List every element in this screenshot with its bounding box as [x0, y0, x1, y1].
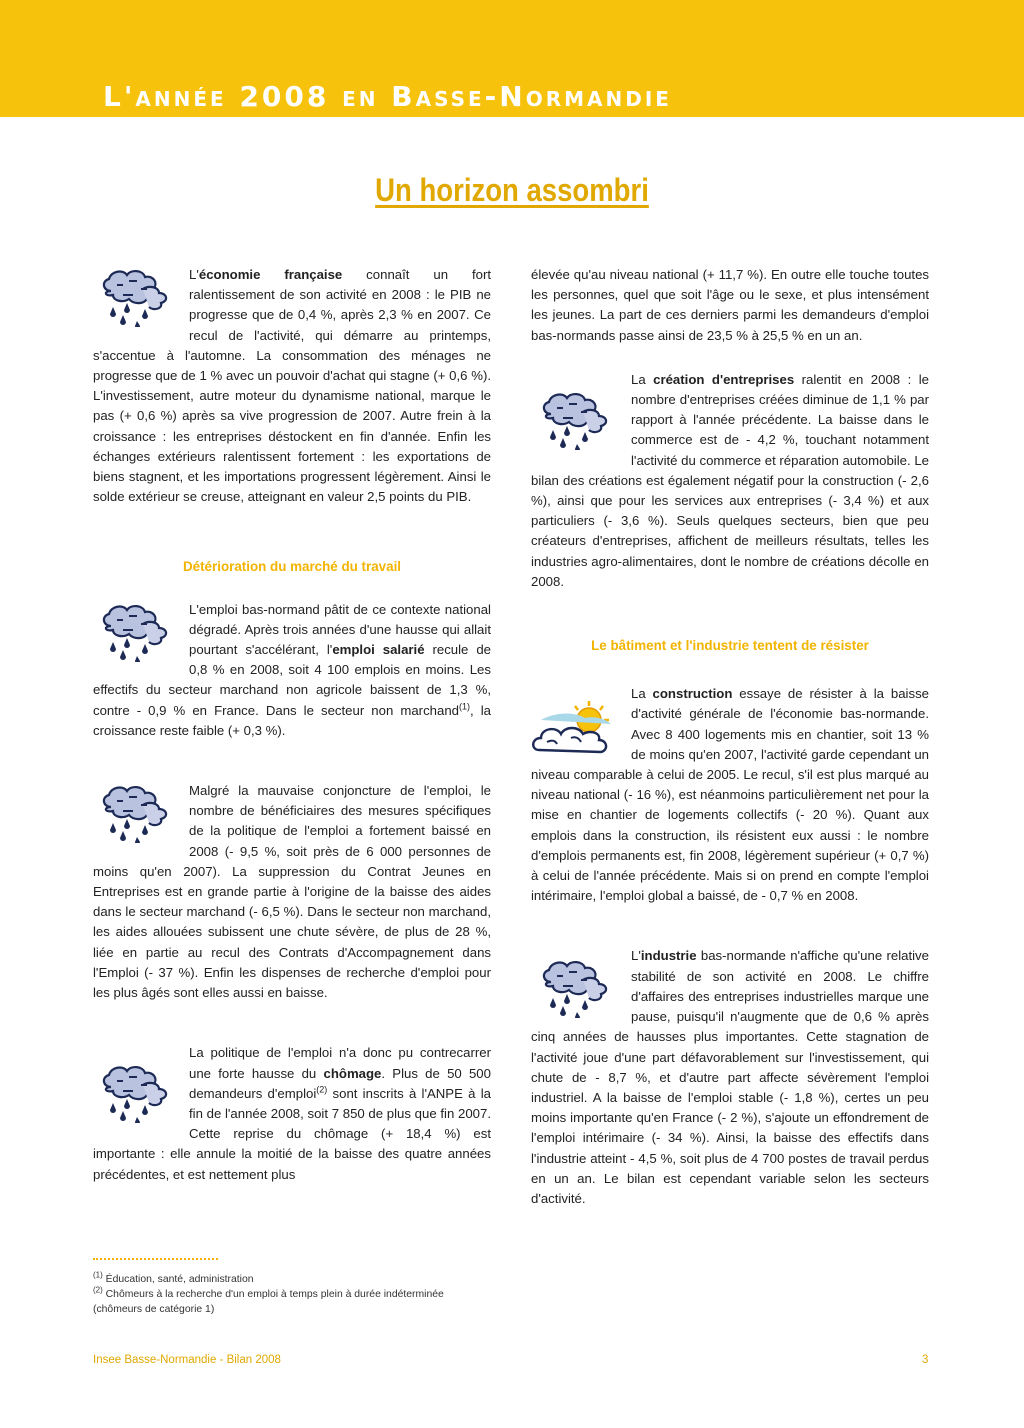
- section-heading-marche-travail: Détérioration du marché du travail: [182, 559, 402, 575]
- section-heading-batiment-industrie: Le bâtiment et l'industrie tentent de résister: [591, 638, 869, 654]
- paragraph-chomage-suite: élevée qu'au niveau national (+ 11,7 %). En outre elle touche toutes les personnes, quel que soit l'âge ou le sexe, et plus intensément les jeunes. La part de ces derniers parmi les demandeurs d'emploi bas-normands passe ainsi de 23,5 % à 25,5 % en un an.: [531, 267, 929, 343]
- text: . Plus de 50 500 demandeurs d'emploi: [189, 1065, 491, 1101]
- paragraph-creation-entreprises: [531, 370, 929, 592]
- left-column: [93, 265, 491, 1185]
- text: La politique de l'emploi n'a donc pu contrecarrer une forte hausse du: [189, 1045, 491, 1081]
- footnotes: [93, 1272, 453, 1317]
- text: ralentit en 2008 : le nombre d'entreprises créées diminue de 1,1 % par rapport à l'année précédente. La baisse dans le commerce est de - 4,2 %, touchant notamment l'activité du commerce et réparation automobile. Le bilan des créations est également négatif pour la construction (- 2,6 %), ainsi que pour les services aux entreprises (- 3,4 %) et aux particuliers (- 3,6 %). Seuls quelques secteurs, bien que peu créateurs d'entreprises, affichent de meilleurs résultats, telles les industries agro-alimentaires, dont le nombre de créations décolle en 2008.: [531, 371, 929, 589]
- keyword-chomage: chômage: [323, 1065, 382, 1081]
- footnote-ref-1: (1): [459, 701, 471, 712]
- paragraph-economie: [93, 265, 491, 507]
- paragraph-politique-emploi: [93, 781, 491, 1003]
- paragraph-chomage: [93, 1043, 491, 1184]
- header-title: L'année 2008 en Basse-Normandie: [103, 80, 672, 113]
- rain-cloud-icon: [531, 956, 625, 1018]
- text: L': [189, 267, 199, 282]
- header-banner: [0, 0, 1024, 117]
- rain-cloud-icon: [93, 1061, 183, 1123]
- footnote-2: [93, 1287, 453, 1317]
- footnote-mark: (2): [93, 1285, 103, 1295]
- text: La: [631, 686, 653, 702]
- text: essaye de résister à la baisse d'activité générale de l'économie bas-normande. Avec 8 400 logements mis en chantier, soit 13 % de moins qu'en 2007, l'activité garde cependant un niveau comparable à celui de 2005. Le recul, s'il est plus marqué au niveau national (- 16 %), est néanmoins particulièrement net pour la mise en chantier de logements collectifs (- 20 %). Quant aux emplois dans la construction, ils résistent eux aussi : le nombre d'emplois permanents est, fin 2008, légèrement supérieur (+ 0,7 %) à celui de l'année précédente. Mais si on prend en compte l'emploi intérimaire, l'emploi global a baissé, de - 0,7 % en 2008.: [531, 686, 929, 904]
- paragraph-industrie: [531, 946, 929, 1209]
- keyword-economie-francaise: économie française: [198, 267, 343, 282]
- rain-cloud-icon: [93, 781, 183, 843]
- keyword-creation-entreprises: création d'entreprises: [653, 371, 795, 387]
- footnote-mark: (1): [93, 1270, 103, 1280]
- sun-cloud-icon: [531, 698, 625, 760]
- page-headline: Un horizon assombri: [375, 172, 649, 208]
- text: connaît un fort ralentissement de son activité en 2008 : le PIB ne progresse que de 0,4 %, après 2,3 % en 2007. Ce recul de l'activité, qui démarre au printemps, s'accentue à l'automne. La consommation des ménages ne progresse que de 1 % avec un pouvoir d'achat qui stagne (+ 0,6 %). L'investissement, autre moteur du dynamisme national, marque le pas (+ 0,6 %) après sa vive progression de 2007. Autre frein à la croissance : les entreprises déstockent en fin d'année. Enfin les échanges extérieurs ralentissent fortement : les exportations de biens stagnent, et les importations progressent légèrement. Ainsi le solde extérieur se creuse, atteignant en valeur 2,5 points du PIB.: [93, 267, 491, 505]
- keyword-construction: construction: [652, 686, 733, 702]
- text: Chômeurs à la recherche d'un emploi à temps plein à durée indéterminée (chômeurs de catégorie 1): [93, 1289, 444, 1315]
- text: Malgré la mauvaise conjoncture de l'emploi, le nombre de bénéficiaires des mesures spécifiques de la politique de l'emploi a fortement baissé en 2008 (- 9,5 %, soit près de 6 000 personnes de moins qu'en 2007). La suppression du Contrat Jeunes en Entreprises est en grande partie à l'origine de la baisse des aides dans le secteur marchand (- 6,5 %). Dans le secteur non marchand, les aides allouées subissent une chute sévère, de plus de 28 %, liée en partie au recul des Contrats d'Accompagnement dans l'Emploi (- 37 %). Enfin les dispenses de recherche d'emploi pour les plus âgés sont elles aussi en baisse.: [93, 783, 491, 1001]
- text: , la croissance reste faible (+ 0,3 %).: [93, 702, 492, 738]
- page-number: 3: [922, 1354, 929, 1366]
- footnote-1: [93, 1272, 453, 1287]
- text: bas-normande n'affiche qu'une relative stabilité de son activité en 2008. Le chiffre d'affaires des entreprises industrielles marque une pause, puisqu'il n'augmente que de 0,6 % après cinq années de hausses plus importantes. Cette stagnation de l'activité joue d'une part défavorablement sur l'investissement, qui chute de - 8,7 %, et d'autre part affecte sévèrement l'emploi industriel. A la baisse de l'emploi stable (- 1,8 %), certes un peu moins importante qu'en France (- 2 %), s'ajoute un effondrement de l'emploi intérimaire (- 34 %). Ainsi, la baisse des effectifs dans l'industrie atteint - 4,5 %, soit plus de 4 700 postes de travail perdus en un an. Le bilan est cependant variable selon les secteurs d'activité.: [531, 948, 929, 1206]
- footnote-ref-2: (2): [316, 1084, 328, 1095]
- keyword-industrie: industrie: [640, 948, 697, 964]
- rain-cloud-icon: [93, 265, 183, 327]
- rain-cloud-icon: [531, 388, 625, 450]
- footer-source: Insee Basse-Normandie - Bilan 2008: [93, 1354, 281, 1366]
- keyword-emploi-salarie: emploi salarié: [332, 642, 425, 658]
- text: Éducation, santé, administration: [102, 1274, 254, 1285]
- rain-cloud-icon: [93, 600, 183, 662]
- right-column: [531, 265, 929, 1209]
- text: L'emploi bas-normand pâtit de ce contexte national dégradé. Après trois années d'une hausse qui allait pourtant s'accélérant, l': [189, 601, 491, 658]
- text: La: [631, 371, 654, 387]
- paragraph-emploi: [93, 600, 491, 741]
- paragraph-construction: [531, 684, 929, 906]
- text: L': [631, 948, 641, 964]
- text: recule de 0,8 % en 2008, soit 4 100 emplois en moins. Les effectifs du secteur marchand non agricole baissent de 1,3 %, contre - 0,9 % en France. Dans le secteur non marchand: [93, 642, 491, 718]
- text: sont inscrits à l'ANPE à la fin de l'année 2008, soit 7 850 de plus que fin 2007. Cette reprise du chômage (+ 18,4 %) est importante : elle annule la moitié de la baisse des quatre années précédentes, et est nettement plus: [93, 1085, 491, 1182]
- footnote-divider: [93, 1258, 218, 1260]
